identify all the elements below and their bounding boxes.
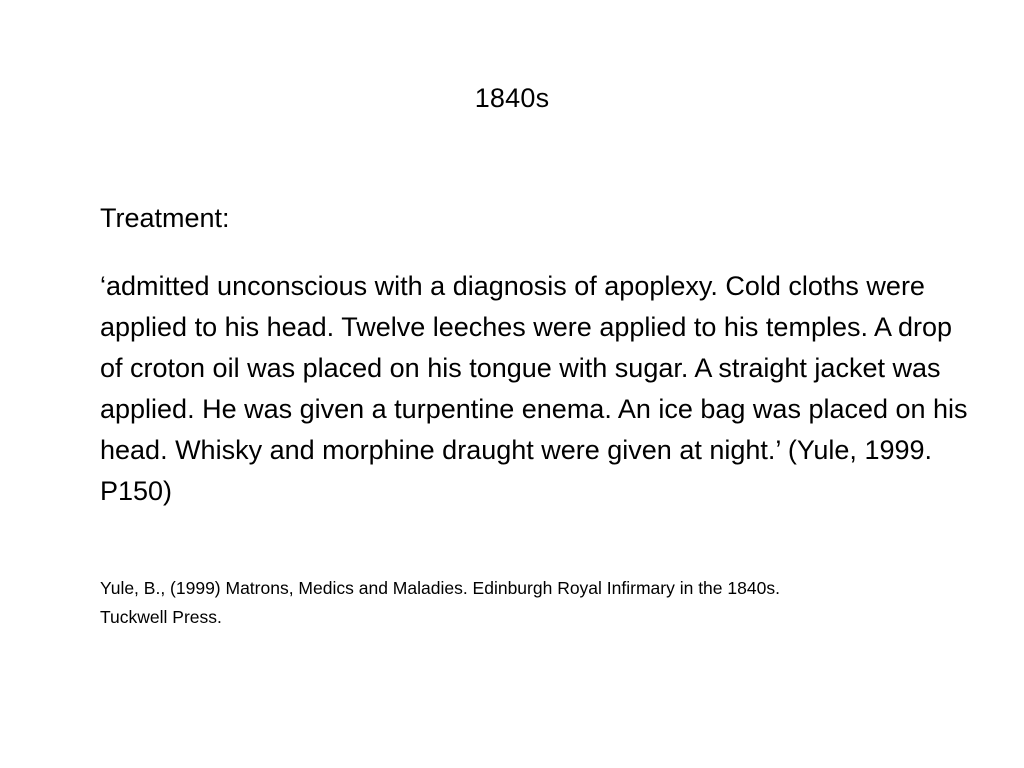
reference-citation bbox=[100, 574, 960, 632]
treatment-quote: ‘admitted unconscious with a diagnosis of apoplexy. Cold cloths were applied to his head. Twelve leeches were applied to his temples. A drop of croton oil was placed on his tongue with sugar. A straight jacket was applied. He was given a turpentine enema. An ice bag was placed on his head. Whisky and morphine draught were given at night.’ (Yule, 1999. P150) bbox=[100, 271, 968, 506]
reference-line-1: Yule, B., (1999) Matrons, Medics and Maladies. Edinburgh Royal Infirmary in the 1840s. bbox=[100, 578, 780, 598]
treatment-heading: Treatment: bbox=[100, 203, 230, 233]
slide-content bbox=[100, 200, 970, 512]
slide-title: 1840s bbox=[474, 83, 550, 113]
reference-line-2: Tuckwell Press. bbox=[100, 607, 222, 627]
